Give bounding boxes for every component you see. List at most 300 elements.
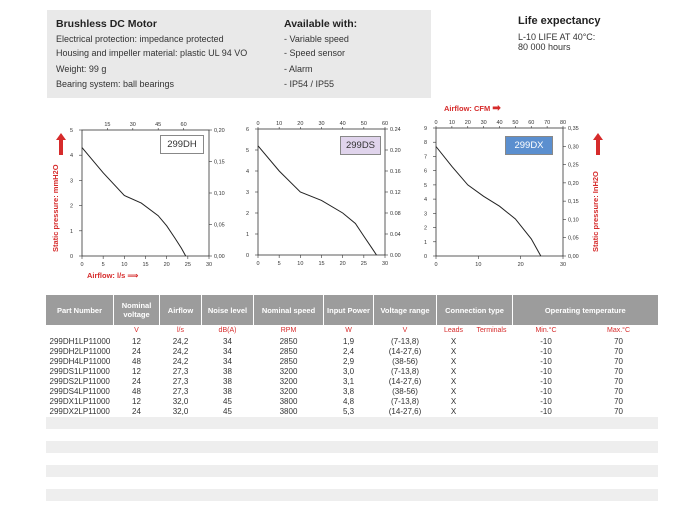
x-top-tick-label: 40: [496, 120, 503, 126]
empty-cell: [580, 417, 658, 429]
table-cell: 3800: [254, 397, 324, 407]
empty-cell: [580, 465, 658, 477]
empty-cell: [202, 465, 254, 477]
chart-model-label: 299DH: [160, 135, 204, 154]
table-cell: 12: [114, 367, 160, 377]
table-cell: 2,4: [324, 347, 374, 357]
x-tick-label: 25: [360, 261, 367, 267]
y-right-tick-label: 0.04: [390, 232, 401, 238]
empty-cell: [114, 489, 160, 501]
y-tick-label: 4: [69, 153, 73, 160]
y-tick-label: 0: [69, 254, 73, 260]
table-cell: [471, 347, 513, 357]
empty-cell: [513, 429, 580, 441]
unit-cell: W: [324, 325, 374, 337]
table-cell: [471, 377, 513, 387]
table-cell: 12: [114, 397, 160, 407]
x-top-tick-label: 60: [528, 120, 535, 126]
x-top-tick-label: 70: [544, 120, 551, 126]
empty-cell: [513, 417, 580, 429]
y-right-tick-label: 0.24: [390, 127, 401, 133]
chart-model-label: 299DS: [340, 136, 381, 155]
col-header: Airflow: [160, 295, 202, 325]
available-item: - Variable speed: [284, 34, 349, 44]
table-cell: 24,2: [160, 347, 202, 357]
table-cell: X: [437, 347, 471, 357]
table-row: [46, 397, 658, 407]
empty-cell: [437, 429, 471, 441]
empty-cell: [254, 489, 324, 501]
life-line: 80 000 hours: [518, 42, 571, 52]
empty-cell: [160, 477, 202, 489]
empty-cell: [513, 465, 580, 477]
empty-cell: [471, 441, 513, 453]
empty-cell: [202, 453, 254, 465]
col-header: Nominal voltage: [114, 295, 160, 325]
part-number-cell: 299DH4LP11000: [46, 357, 114, 367]
x-top-tick-label: 30: [480, 120, 487, 126]
empty-table-row: [46, 441, 658, 453]
table-header-row: [46, 295, 658, 325]
y-tick-label: 0: [423, 254, 427, 260]
x-top-tick-label: 10: [448, 120, 455, 126]
arrow-right-icon: ⟹: [127, 271, 139, 280]
y-tick-label: 5: [245, 148, 249, 154]
x-tick-label: 30: [381, 261, 389, 267]
table-cell: 1,9: [324, 337, 374, 347]
empty-cell: [114, 429, 160, 441]
x-tick-label: 15: [318, 261, 325, 267]
table-cell: 3200: [254, 387, 324, 397]
table-cell: X: [437, 397, 471, 407]
x-tick-label: 0: [256, 261, 260, 267]
x-top-tick-label: 40: [339, 121, 346, 127]
table-cell: 70: [580, 397, 658, 407]
x-top-tick-label: 30: [129, 122, 136, 128]
x-top-tick-label: 20: [297, 121, 304, 127]
y-right-tick-label: 0,25: [568, 162, 579, 169]
empty-cell: [46, 465, 114, 477]
available-item: - IP54 / IP55: [284, 79, 335, 89]
table-cell: -10: [513, 347, 580, 357]
empty-cell: [114, 417, 160, 429]
x-top-tick-label: 60: [180, 122, 187, 128]
empty-cell: [160, 429, 202, 441]
empty-cell: [254, 417, 324, 429]
y-tick-label: 1: [69, 228, 73, 235]
table-cell: [471, 407, 513, 417]
empty-cell: [202, 489, 254, 501]
col-header: Part Number: [46, 295, 114, 325]
empty-cell: [471, 417, 513, 429]
x-top-tick-label: 80: [559, 120, 567, 126]
table-cell: 24: [114, 377, 160, 387]
col-header: Operating temperature: [513, 295, 658, 325]
table-cell: 24: [114, 407, 160, 417]
x-tick-label: 30: [559, 262, 567, 268]
life-line: L-10 LIFE AT 40°C:: [518, 32, 596, 42]
x-tick-label: 15: [142, 262, 149, 268]
y-right-tick-label: 0,10: [214, 191, 225, 197]
y-tick-label: 0: [245, 253, 249, 259]
table-cell: 70: [580, 357, 658, 367]
y-tick-label: 5: [69, 128, 73, 134]
table-cell: 3200: [254, 367, 324, 377]
empty-cell: [471, 477, 513, 489]
col-header: Voltage range: [374, 295, 437, 325]
table-cell: 38: [202, 377, 254, 387]
table-cell: (14-27,6): [374, 377, 437, 387]
empty-cell: [160, 453, 202, 465]
empty-cell: [46, 441, 114, 453]
y-right-tick-label: 0,20: [214, 128, 225, 134]
y-tick-label: 3: [423, 211, 427, 218]
empty-table-row: [46, 489, 658, 501]
y-tick-label: 4: [423, 197, 427, 204]
x-tick-label: 20: [517, 262, 524, 268]
x-top-tick-label: 15: [104, 122, 111, 128]
y-right-tick-label: 0,15: [214, 159, 225, 166]
y-right-tick-label: 0,00: [214, 254, 225, 260]
table-cell: (7-13,8): [374, 337, 437, 347]
empty-cell: [437, 453, 471, 465]
spec-line: Housing and impeller material: plastic UL 94 VO: [56, 48, 248, 58]
empty-cell: [254, 429, 324, 441]
available-item: - Speed sensor: [284, 48, 346, 58]
x-tick-label: 30: [205, 262, 213, 268]
arrow-right-icon: ➡: [492, 103, 501, 114]
table-cell: 24,2: [160, 337, 202, 347]
table-cell: [471, 397, 513, 407]
table-cell: -10: [513, 397, 580, 407]
table-cell: 48: [114, 387, 160, 397]
table-cell: 32,0: [160, 407, 202, 417]
x-top-tick-label: 0: [256, 121, 260, 127]
y-right-tick-label: 0,30: [568, 144, 579, 151]
table-cell: 32,0: [160, 397, 202, 407]
y-tick-label: 2: [245, 211, 249, 217]
empty-table-row: [46, 453, 658, 465]
empty-table-row: [46, 429, 658, 441]
empty-cell: [46, 453, 114, 465]
unit-cell: Max.°C: [580, 325, 658, 337]
y-right-tick-label: 0.20: [390, 148, 401, 154]
empty-cell: [437, 477, 471, 489]
empty-cell: [471, 465, 513, 477]
table-cell: 5,3: [324, 407, 374, 417]
life-title: Life expectancy: [518, 15, 601, 27]
x-tick-label: 0: [80, 262, 84, 268]
empty-cell: [46, 489, 114, 501]
empty-cell: [254, 477, 324, 489]
empty-cell: [513, 453, 580, 465]
table-cell: (14-27,6): [374, 407, 437, 417]
table-row: [46, 377, 658, 387]
empty-cell: [324, 453, 374, 465]
empty-cell: [46, 429, 114, 441]
y-tick-label: 8: [423, 140, 427, 147]
bottom-axis-title: Airflow: l/s ⟹: [87, 271, 139, 280]
x-top-tick-label: 10: [276, 121, 283, 127]
part-number-cell: 299DS2LP11000: [46, 377, 114, 387]
x-top-tick-label: 50: [360, 121, 367, 127]
product-title: Brushless DC Motor: [56, 18, 157, 30]
empty-cell: [374, 465, 437, 477]
spec-line: Bearing system: ball bearings: [56, 79, 175, 89]
table-cell: 34: [202, 337, 254, 347]
unit-cell: Terminals: [471, 325, 513, 337]
x-tick-label: 0: [434, 262, 438, 268]
empty-cell: [254, 453, 324, 465]
empty-cell: [471, 453, 513, 465]
right-axis-title: Static pressure: InH2O: [591, 171, 600, 252]
x-top-tick-label: 0: [434, 120, 438, 126]
empty-cell: [324, 417, 374, 429]
empty-table-row: [46, 465, 658, 477]
empty-cell: [437, 417, 471, 429]
table-cell: 45: [202, 407, 254, 417]
spec-line: Electrical protection: impedance protected: [56, 34, 224, 44]
table-units-row: [46, 325, 658, 337]
unit-cell: [46, 325, 114, 337]
table-cell: 24,2: [160, 357, 202, 367]
y-tick-label: 5: [423, 182, 427, 189]
table-cell: 70: [580, 377, 658, 387]
empty-cell: [202, 429, 254, 441]
col-header: Connection type: [437, 295, 513, 325]
table-cell: -10: [513, 377, 580, 387]
y-right-tick-label: 0.08: [390, 211, 401, 217]
x-top-tick-label: 50: [512, 120, 519, 126]
table-row: [46, 407, 658, 417]
table-cell: 3,8: [324, 387, 374, 397]
empty-table-row: [46, 477, 658, 489]
table-cell: 34: [202, 357, 254, 367]
empty-cell: [46, 417, 114, 429]
x-top-tick-label: 45: [155, 122, 162, 128]
y-tick-label: 3: [69, 178, 73, 185]
empty-cell: [202, 417, 254, 429]
table-cell: X: [437, 407, 471, 417]
empty-cell: [324, 429, 374, 441]
y-right-tick-label: 0,05: [568, 235, 579, 242]
empty-cell: [374, 417, 437, 429]
y-tick-label: 1: [245, 232, 249, 238]
empty-cell: [580, 453, 658, 465]
table-cell: 2850: [254, 357, 324, 367]
table-cell: [471, 367, 513, 377]
chart-model-label: 299DX: [505, 136, 553, 155]
empty-cell: [580, 429, 658, 441]
table-cell: 3200: [254, 377, 324, 387]
empty-cell: [374, 441, 437, 453]
empty-cell: [580, 489, 658, 501]
x-tick-label: 20: [163, 262, 170, 268]
y-tick-label: 4: [245, 169, 249, 175]
table-cell: 27,3: [160, 377, 202, 387]
available-title: Available with:: [284, 18, 358, 30]
unit-cell: l/s: [160, 325, 202, 337]
x-tick-label: 5: [101, 262, 105, 268]
table-cell: -10: [513, 407, 580, 417]
table-cell: 70: [580, 387, 658, 397]
part-number-cell: 299DH1LP11000: [46, 337, 114, 347]
table-cell: (38-56): [374, 387, 437, 397]
table-cell: [471, 337, 513, 347]
y-right-tick-label: 0,10: [568, 217, 579, 224]
empty-cell: [114, 477, 160, 489]
x-tick-label: 20: [339, 261, 346, 267]
empty-cell: [202, 441, 254, 453]
table-row: [46, 357, 658, 367]
y-right-tick-label: 0,15: [568, 199, 579, 206]
unit-cell: Leads: [437, 325, 471, 337]
empty-cell: [374, 477, 437, 489]
empty-cell: [114, 465, 160, 477]
spec-table: [45, 295, 658, 501]
x-tick-label: 10: [297, 261, 304, 267]
y-right-tick-label: 0,00: [568, 254, 579, 260]
empty-cell: [437, 465, 471, 477]
empty-cell: [114, 441, 160, 453]
table-row: [46, 367, 658, 377]
empty-cell: [46, 477, 114, 489]
empty-cell: [160, 489, 202, 501]
left-axis-title: Static pressure: mmH2O: [51, 164, 60, 252]
empty-cell: [513, 477, 580, 489]
part-number-cell: 299DS4LP11000: [46, 387, 114, 397]
table-cell: (7-13,8): [374, 397, 437, 407]
table-cell: 38: [202, 367, 254, 377]
table-cell: X: [437, 387, 471, 397]
y-tick-label: 6: [245, 127, 249, 133]
table-row: [46, 347, 658, 357]
x-tick-label: 5: [277, 261, 281, 267]
empty-cell: [437, 489, 471, 501]
col-header: Noise level: [202, 295, 254, 325]
table-row: [46, 337, 658, 347]
col-header: Nominal speed: [254, 295, 324, 325]
empty-cell: [324, 477, 374, 489]
table-cell: (7-13,8): [374, 367, 437, 377]
table-cell: [471, 387, 513, 397]
spec-line: Weight: 99 g: [56, 64, 107, 74]
table-cell: -10: [513, 387, 580, 397]
top-axis-title: Airflow: CFM ➡: [444, 103, 501, 114]
unit-cell: dB(A): [202, 325, 254, 337]
part-number-cell: 299DS1LP11000: [46, 367, 114, 377]
empty-cell: [513, 489, 580, 501]
empty-cell: [437, 441, 471, 453]
table-cell: 2850: [254, 347, 324, 357]
unit-cell: Min.°C: [513, 325, 580, 337]
table-cell: X: [437, 357, 471, 367]
empty-cell: [160, 465, 202, 477]
empty-cell: [580, 477, 658, 489]
y-right-tick-label: 0.12: [390, 190, 401, 196]
empty-cell: [471, 489, 513, 501]
table-cell: 34: [202, 347, 254, 357]
y-right-tick-label: 0.16: [390, 169, 401, 175]
table-cell: 27,3: [160, 367, 202, 377]
empty-cell: [374, 489, 437, 501]
y-tick-label: 9: [423, 126, 427, 132]
x-tick-label: 10: [121, 262, 128, 268]
empty-cell: [374, 453, 437, 465]
y-tick-label: 7: [423, 154, 427, 161]
y-right-tick-label: 0,35: [568, 126, 579, 132]
part-number-cell: 299DH2LP11000: [46, 347, 114, 357]
part-number-cell: 299DX2LP11000: [46, 407, 114, 417]
x-top-tick-label: 60: [381, 121, 389, 127]
part-number-cell: 299DX1LP11000: [46, 397, 114, 407]
empty-cell: [160, 417, 202, 429]
table-cell: -10: [513, 367, 580, 377]
table-cell: 24: [114, 347, 160, 357]
col-header: Input Power: [324, 295, 374, 325]
empty-cell: [254, 465, 324, 477]
y-right-tick-label: 0.00: [390, 253, 401, 259]
y-right-tick-label: 0,20: [568, 180, 579, 187]
x-top-tick-label: 20: [464, 120, 471, 126]
table-cell: 38: [202, 387, 254, 397]
table-cell: 48: [114, 357, 160, 367]
x-top-tick-label: 30: [318, 121, 325, 127]
empty-cell: [160, 441, 202, 453]
empty-cell: [580, 441, 658, 453]
table-row: [46, 387, 658, 397]
empty-cell: [254, 441, 324, 453]
table-cell: 45: [202, 397, 254, 407]
table-cell: 3800: [254, 407, 324, 417]
x-tick-label: 25: [184, 262, 191, 268]
unit-cell: RPM: [254, 325, 324, 337]
table-cell: -10: [513, 357, 580, 367]
table-cell: X: [437, 337, 471, 347]
y-right-tick-label: 0,05: [214, 222, 225, 229]
table-cell: 70: [580, 347, 658, 357]
y-tick-label: 2: [69, 203, 73, 210]
empty-table-row: [46, 417, 658, 429]
table-cell: [471, 357, 513, 367]
empty-cell: [471, 429, 513, 441]
empty-cell: [513, 441, 580, 453]
unit-cell: V: [114, 325, 160, 337]
empty-cell: [324, 441, 374, 453]
available-item: - Alarm: [284, 64, 313, 74]
table-cell: 3,1: [324, 377, 374, 387]
unit-cell: V: [374, 325, 437, 337]
table-cell: X: [437, 377, 471, 387]
table-cell: 2,9: [324, 357, 374, 367]
y-tick-label: 1: [423, 239, 427, 246]
table-cell: 70: [580, 407, 658, 417]
table-cell: 70: [580, 337, 658, 347]
table-cell: 12: [114, 337, 160, 347]
empty-cell: [374, 429, 437, 441]
table-cell: (38-56): [374, 357, 437, 367]
table-cell: 27,3: [160, 387, 202, 397]
table-cell: 3,0: [324, 367, 374, 377]
y-tick-label: 6: [423, 168, 427, 175]
table-cell: 4,8: [324, 397, 374, 407]
empty-cell: [324, 489, 374, 501]
table-cell: X: [437, 367, 471, 377]
x-tick-label: 10: [475, 262, 482, 268]
table-cell: 70: [580, 367, 658, 377]
empty-cell: [114, 453, 160, 465]
table-cell: (14-27,6): [374, 347, 437, 357]
